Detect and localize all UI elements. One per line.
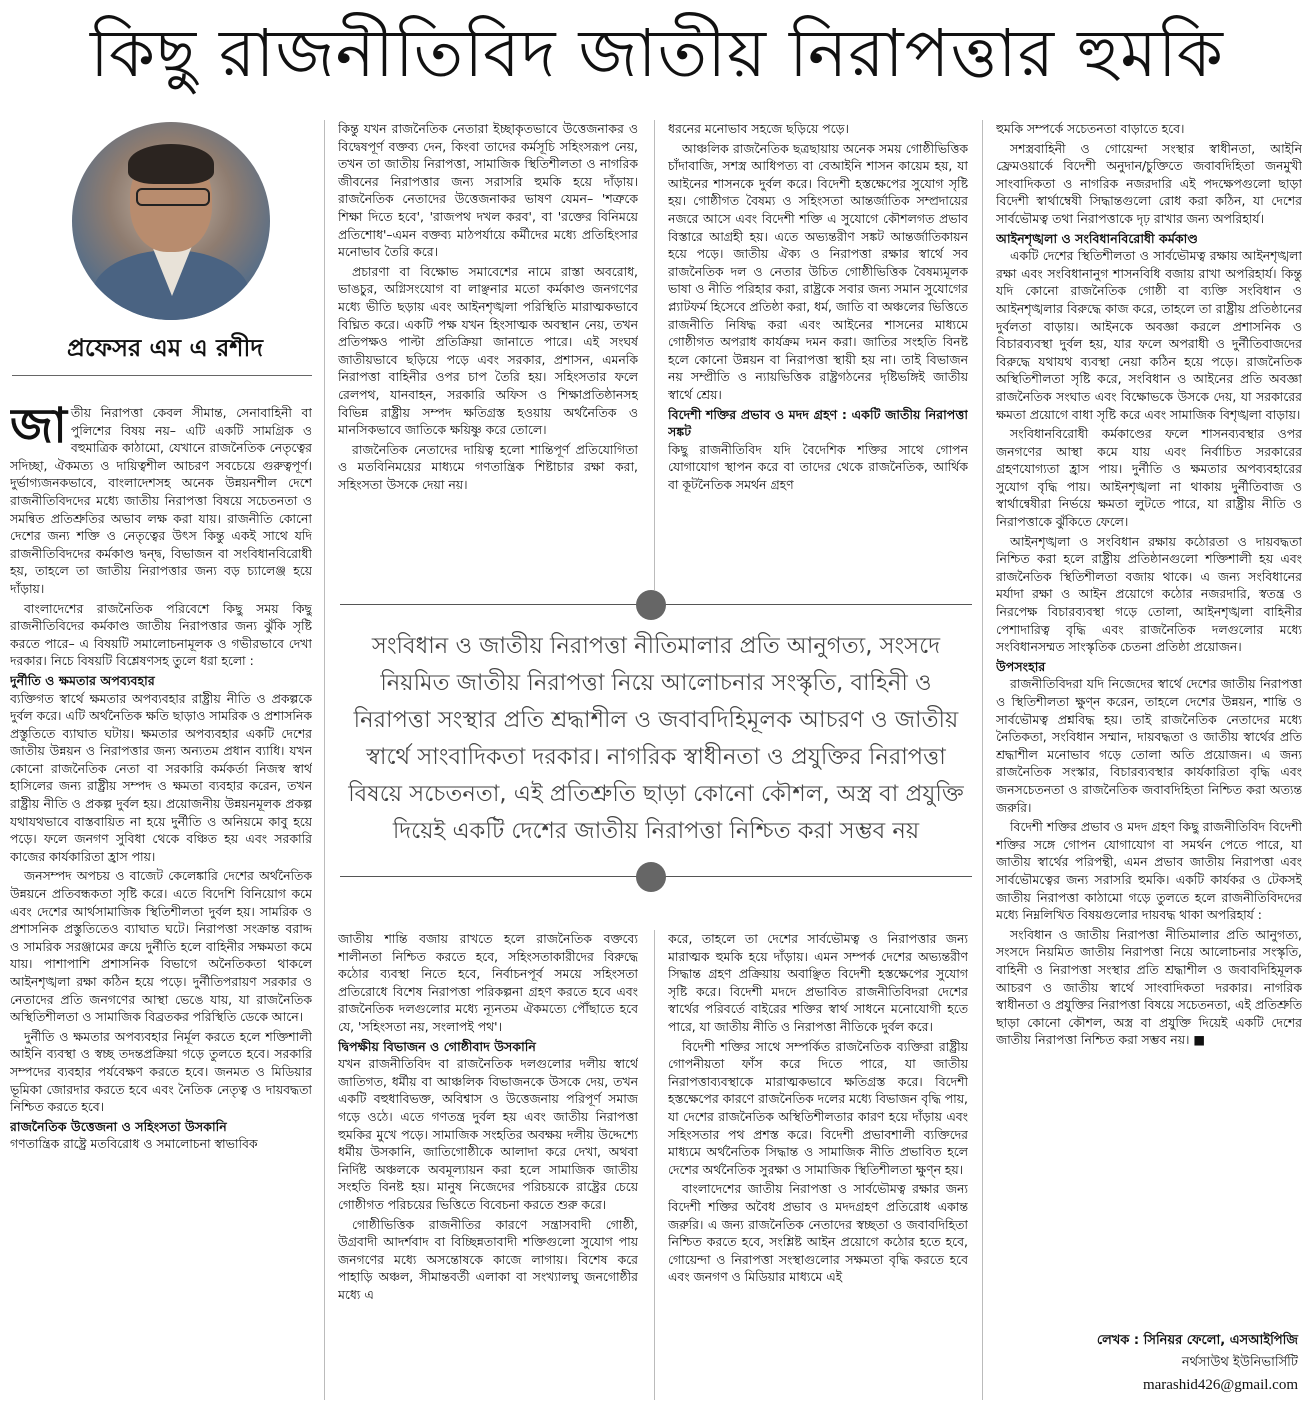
subheading: উপসংহার	[996, 658, 1046, 674]
paragraph: দুর্নীতি ও ক্ষমতার অপব্যবহার নির্মূল করতে হলে শক্তিশালী আইনি ব্যবস্থা ও স্বচ্ছ তদন্তপ্রক্রিয়া গড়ে তুলতে হবে। সরকারি সম্পদের ব্যবহার পর্যবেক্ষণ করতে হবে। জনমত ও মিডিয়ার ভূমিকা জোরদার করতে হবে এবং নৈতিক নেতৃত্ব ও দায়বদ্ধতা নিশ্চিত করতে হবে।	[10, 1028, 312, 1115]
subheading: দুর্নীতি ও ক্ষমতার অপব্যবহার	[10, 672, 155, 688]
column-3-top	[668, 120, 968, 582]
byline-label: লেখক : সিনিয়র ফেলো, এসআইপিজি	[1096, 1333, 1298, 1348]
pull-quote	[340, 590, 972, 890]
subheading: আইনশৃঙ্খলা ও সংবিধানবিরোধী কর্মকাণ্ড	[996, 230, 1198, 246]
column-rule	[654, 120, 655, 590]
author-email[interactable]: marashid426@gmail.com	[1142, 1377, 1298, 1393]
subheading: দ্বিপক্ষীয় বিভাজন ও গোষ্ঠীবাদ উসকানি	[338, 1038, 536, 1054]
subheading: রাজনৈতিক উত্তেজনা ও সহিংসতা উসকানি	[10, 1118, 227, 1134]
paragraph: গণতান্ত্রিক রাষ্ট্রে মতবিরোধ ও সমালোচনা স্বাভাবিক	[10, 1136, 258, 1152]
byline	[1000, 1330, 1298, 1396]
paragraph: করে, তাহলে তা দেশের সার্বভৌমত্ব ও নিরাপত্তার জন্য মারাত্মক হুমকি হয়ে দাঁড়ায়। এমন সম্পর্ক দেশের অভ্যন্তরীণ সিদ্ধান্ত গ্রহণ প্রক্রিয়ায় অবাঞ্ছিত বিদেশী হস্তক্ষেপের সুযোগ সৃষ্টি করে। বিদেশী মদদে প্রভাবিত রাজনীতিবিদরা দেশের স্বার্থের পরিবর্তে বাইরের শক্তির স্বার্থ সাধনে মনোযোগী হতে পারে, যা জাতীয় নীতি ও নিরাপত্তা নীতিকে দুর্বল করে।	[668, 931, 968, 1034]
paragraph: জাতীয় শান্তি বজায় রাখতে হলে রাজনৈতিক বক্তব্যে শালীনতা নিশ্চিত করতে হবে, সহিংসতাকারীদের বিরুদ্ধে কঠোর ব্যবস্থা নিতে হবে, নির্বাচনপূর্ব সময়ে সহিংসতা প্রতিরোধে বিশেষ নিরাপত্তা পরিকল্পনা গ্রহণ করতে হবে এবং রাজনৈতিক দলগুলোর মধ্যে ন্যূনতম ঐকমত্যে পৌঁছাতে হবে যে, 'সহিংসতা নয়, সংলাপই পথ'।	[338, 931, 638, 1034]
byline-org: নর্থসাউথ ইউনিভার্সিটি	[1181, 1355, 1298, 1370]
paragraph: কিছু রাজনীতিবিদ যদি বৈদেশিক শক্তির সাথে গোপন যোগাযোগ স্থাপন করে বা তাদের থেকে রাজনৈতিক, আর্থিক বা কূটনৈতিক সমর্থন গ্রহণ	[668, 441, 968, 492]
paragraph: সশস্ত্রবাহিনী ও গোয়েন্দা সংস্থার স্বাধীনতা, আইনি ফ্রেমওয়ার্কে বিদেশী অনুদান/চুক্তিতে জবাবদিহিতা জনমুখী সাংবাদিকতা ও নাগরিক নজরদারি এই পদক্ষেপগুলো ছাড়া বিদেশী স্বার্থাম্বেষী সিদ্ধান্তগুলো রোধ করা কঠিন, যা দেশের সার্বভৌমত্ব তথা নিরাপত্তাকে দৃঢ় রাখার জন্য অপরিহার্য।	[996, 140, 1302, 226]
paragraph: আইনশৃঙ্খলা ও সংবিধান রক্ষায় কঠোরতা ও দায়বদ্ধতা নিশ্চিত করা হলে রাষ্ট্রীয় প্রতিষ্ঠানগুলো শক্তিশালী হয় এবং রাজনৈতিক স্থিতিশীলতা বজায় থাকে। এ জন্য সংবিধানের মর্যাদা রক্ষা ও আইন প্রয়োগে কঠোর নজরদারি, স্বতন্ত্র ও নিরপেক্ষ বিচারব্যবস্থা গড়ে তোলা, আইনশৃঙ্খলা বাহিনীর পেশাদারিত্ব বৃদ্ধি এবং রাজনৈতিক দলগুলোর মধ্যে সংবিধানসম্মত সাংস্কৃতিক চেতনা প্রতিষ্ঠা প্রয়োজন।	[996, 533, 1302, 655]
paragraph: যখন রাজনীতিবিদ বা রাজনৈতিক দলগুলোর দলীয় স্বার্থে জাতিগত, ধর্মীয় বা আঞ্চলিক বিভাজনকে উসকে দেয়, তখন একটি বহুধাবিভক্ত, অবিশ্বাস ও উত্তেজনায় পরিপূর্ণ সমাজ গড়ে ওঠে। এতে গণতন্ত্র দুর্বল হয় এবং জাতীয় নিরাপত্তা হুমকির মুখে পড়ে। সামাজিক সংহতির অবক্ষয় দলীয় উদ্দেশ্যে ধর্মীয় উসকানি, জাতিগোষ্ঠীকে আলাদা করে দেখা, অথবা নির্দিষ্ট অঞ্চলকে অবমূল্যায়ন করা হলে সামাজিক জাতীয় সংহতি বিনষ্ট হয়। মানুষ নিজেদের পরিচয়কে রাষ্ট্রের চেয়ে গোষ্ঠীগত পরিচয়ের ভিত্তিতে বিবেচনা করতে শুরু করে।	[338, 1056, 638, 1212]
dropcap: জা	[10, 404, 67, 454]
quote-dot	[636, 862, 666, 892]
paragraph: সংবিধানবিরোধী কর্মকাণ্ডের ফলে শাসনব্যবস্থার ওপর জনগণের আস্থা কমে যায় এবং নির্বাচিত সরকারের গ্রহণযোগ্যতা হ্রাস পায়। দুর্নীতি ও ক্ষমতার অপব্যবহারের সুযোগ বৃদ্ধি পায়। আইনশৃঙ্খলা না থাকায় দুর্নীতিবাজ ও স্বার্থান্বেষীরা নির্ভয়ে ক্ষমতা লুটতে পারে, যা রাষ্ট্রীয় নীতি ও নিরাপত্তাকে ঝুঁকিতে ফেলে।	[996, 426, 1302, 530]
subheading: বিদেশী শক্তির প্রভাব ও মদদ গ্রহণ : একটি জাতীয় নিরাপত্তা সঙ্কট	[668, 406, 968, 440]
column-4	[996, 120, 1302, 1320]
column-2-top	[338, 120, 638, 582]
paragraph: গোষ্ঠীভিত্তিক রাজনীতির কারণে সন্ত্রাসবাদী গোষ্ঠী, উগ্রবাদী আদর্শবাদ বা বিচ্ছিন্নতাবাদী শক্তিগুলো সুযোগ পায় জনগণের মধ্যে অসন্তোষকে কাজে লাগায়। বিশেষ করে পাহাড়ি অঞ্চল, সীমান্তবর্তী এলাকা বা সংখ্যালঘু জনগোষ্ঠীর মধ্যে এ	[338, 1216, 638, 1302]
paragraph: হুমকি সম্পর্কে সচেতনতা বাড়াতে হবে।	[996, 121, 1185, 136]
column-3-bottom	[668, 930, 968, 1396]
paragraph: আঞ্চলিক রাজনৈতিক ছত্রছায়ায় অনেক সময় গোষ্ঠীভিত্তিক চাঁদাবাজি, সশস্ত্র আধিপত্য বা বেআইনি শাসন কায়েম হয়, যা আইনের শাসনকে দুর্বল করে। বিদেশী হস্তক্ষেপের সুযোগ সৃষ্টি হয়। গোষ্ঠীগত বৈষম্য ও সহিংসতা আন্তর্জাতিক সম্প্রদায়ের নজরে আসে এবং বিদেশী শক্তি এ সুযোগে কৌশলগত প্রভাব বিস্তারে আগ্রহী হয়। এতে অভ্যন্তরীণ সঙ্কট আন্তর্জাতিকায়ন হয়ে পড়ে। জাতীয় ঐক্য ও নিরাপত্তা রক্ষার স্বার্থে সব রাজনৈতিক দল ও নেতার উচিত গোষ্ঠীভিত্তিক বৈষম্যমূলক ভাষা ও নীতি পরিহার করা, রাষ্ট্রকে সবার জন্য সমান সুযোগের প্ল্যাটফর্ম হিসেবে প্রতিষ্ঠা করা, ধর্ম, জাতি বা অঞ্চলের ভিত্তিতে রাজনীতি নিষিদ্ধ করা এবং আইনের শাসনের মাধ্যমে গোষ্ঠীগত অপরাধ কার্যক্রম দমন করা। জাতির সংহতি বিনষ্ট হলে কোনো উন্নয়ন বা নিরাপত্তা স্থায়ী হয় না। তাই বিভাজন নয় সম্প্রীতি ও ন্যায়ভিত্তিক রাষ্ট্রগঠনের দৃষ্টিভঙ্গিই জাতীয় স্বার্থে শ্রেয়।	[668, 140, 968, 402]
column-rule	[982, 120, 983, 1400]
paragraph: ধরনের মনোভাব সহজে ছড়িয়ে পড়ে।	[668, 121, 849, 136]
quote-dot	[636, 590, 666, 620]
paragraph: কিন্তু যখন রাজনৈতিক নেতারা ইচ্ছাকৃতভাবে উত্তেজনাকর ও বিদ্বেষপূর্ণ বক্তব্য দেন, কিংবা তাদের কর্মসূচি সহিংসরূপ নেয়, তখন তা জাতীয় নিরাপত্তা, সামাজিক স্থিতিশীলতা ও নাগরিক জীবনের নিরাপত্তার জন্য সরাসরি হুমকি হয়ে দাঁড়ায়। রাজনৈতিক নেতাদের উত্তেজনাকর ভাষণ যেমন– 'শত্রুকে শিক্ষা দিতে হবে', 'রাজপথ দখল করব', বা 'রক্তের বিনিময়ে প্রতিশোধ'–এমন বক্তব্য মাঠপর্যায়ে কর্মীদের মধ্যে প্রতিহিংসার মনোভাব তৈরি করে।	[338, 121, 638, 260]
paragraph: একটি দেশের স্থিতিশীলতা ও সার্বভৌমত্ব রক্ষায় আইনশৃঙ্খলা রক্ষা এবং সংবিধানানুগ শাসনবিধি বজায় রাখা অপরিহার্য। কিন্তু যদি কোনো রাজনৈতিক গোষ্ঠী বা ব্যক্তি সংবিধান ও আইনশৃঙ্খলার বিরুদ্ধে কাজ করে, তাহলে তা রাষ্ট্রীয় প্রতিষ্ঠানের দুর্বলতা বাড়ায়। আইনকে অবজ্ঞা করলে প্রশাসনিক ও বিচারব্যবস্থা দুর্বল হয়, যার ফলে অপরাধী ও দুর্নীতিবাজদের বিরুদ্ধে যথাযথ ব্যবস্থা নেয়া কঠিন হয়ে পড়ে। রাজনৈতিক অস্থিতিশীলতা সৃষ্টি করে, সংবিধান ও আইনের প্রতি অবজ্ঞা রাজনৈতিক সংঘাত এবং বিক্ষোভকে উসকে দেয়, যা সরকারের ক্ষমতা প্রয়োগে বাধা সৃষ্টি করে এবং সামাজিক বিশৃঙ্খলা বাড়ায়।	[996, 248, 1302, 422]
paragraph: বাংলাদেশের জাতীয় নিরাপত্তা ও সার্বভৌমত্ব রক্ষার জন্য বিদেশী শক্তির অবৈধ প্রভাব ও মদদগ্রহণ প্রতিরোধ একান্ত জরুরি। এ জন্য রাজনৈতিক নেতাদের স্বচ্ছতা ও জবাবদিহিতা নিশ্চিত করতে হবে, সংশ্লিষ্ট আইন প্রয়োগে কঠোর হতে হবে, গোয়েন্দা ও নিরাপত্তা সংস্থাগুলোর সক্ষমতা বৃদ্ধি করতে হবে এবং জনগণ ও মিডিয়ার মাধ্যমে এই	[668, 1181, 968, 1285]
paragraph: জনসম্পদ অপচয় ও বাজেট কেলেঙ্কারি দেশের অর্থনৈতিক উন্নয়নে প্রতিবন্ধকতা সৃষ্টি করে। এতে বিদেশি বিনিয়োগ কমে এবং দেশের আর্থসামাজিক স্থিতিশীলতা দুর্বল হয়। সামরিক ও প্রশাসনিক প্রস্তুতিতেও ব্যাঘাত ঘটে। নিরাপত্তা সংক্রান্ত বরাদ্দ ও সামরিক সরঞ্জামের ক্রয়ে দুর্নীতি হলে বাহিনীর সক্ষমতা কমে যায়। পাশাপাশি প্রশাসনিক বিভাগে অনৈতিকতা থাকলে আইনশৃঙ্খলা রক্ষা কঠিন হয়ে পড়ে। দুর্নীতিপরায়ণ সরকার ও নেতাদের প্রতি জনগণের আস্থা ভেঙে যায়, যা রাজনৈতিক অস্থিতিশীলতা ও সামাজিক বিব্রতকর পরিস্থিতি ডেকে আনে।	[10, 868, 312, 1025]
pull-quote-text: সংবিধান ও জাতীয় নিরাপত্তা নীতিমালার প্রতি আনুগত্য, সংসদে নিয়মিত জাতীয় নিরাপত্তা নিয়ে আলোচনার সংস্কৃতি, বাহিনী ও নিরাপত্তা সংস্থার প্রতি শ্রদ্ধাশীল ও জবাবদিহিমূলক আচরণ ও জাতীয় স্বার্থে সাংবাদিকতা দরকার। নাগরিক স্বাধীনতা ও প্রযুক্তির নিরাপত্তা বিষয়ে সচেতনতা, এই প্রতিশ্রুতি ছাড়া কোনো কৌশল, অস্ত্র বা প্রযুক্তি দিয়েই একটি দেশের জাতীয় নিরাপত্তা নিশ্চিত করা সম্ভব নয়	[348, 633, 964, 844]
paragraph: প্রচারণা বা বিক্ষোভ সমাবেশের নামে রাস্তা অবরোধ, ভাঙচুর, অগ্নিসংযোগ বা লাঞ্ছনার মতো কর্মকাণ্ড জনগণের মধ্যে ভীতি ছড়ায় এবং আইনশৃঙ্খলা পরিস্থিতি মারাত্মকভাবে বিঘ্নিত করে। একটি পক্ষ যখন হিংসাত্মক অবস্থান নেয়, তখন প্রতিপক্ষও পাল্টা প্রতিক্রিয়া জানাতে পারে। এই সংঘর্ষ জাতীয়ভাবে ছড়িয়ে পড়ে এবং সরকার, প্রশাসন, এমনকি নিরাপত্তা বাহিনীর ওপর চাপ তৈরি হয়। সহিংসতার ফলে রেলপথ, যানবাহন, সরকারি অফিস ও শিক্ষাপ্রতিষ্ঠানসহ বিভিন্ন রাষ্ট্রীয় সম্পদ ক্ষতিগ্রস্ত হওয়ায় অর্থনৈতিক ও মানসিকভাবে জাতিকে ক্ষয়িষ্ণু করে তোলে।	[338, 263, 638, 438]
headline: কিছু রাজনীতিবিদ জাতীয় নিরাপত্তার হুমকি	[90, 15, 1224, 92]
author-name: প্রফেসর এম এ রশীদ	[67, 334, 263, 362]
column-1	[10, 404, 312, 1394]
column-rule	[654, 930, 655, 1400]
column-2-bottom	[338, 930, 638, 1396]
paragraph: বাংলাদেশের রাজনৈতিক পরিবেশে কিছু সময় কিছু রাজনীতিবিদের কর্মকাণ্ড জাতীয় নিরাপত্তার জন্য ঝুঁকি সৃষ্টি করতে পারে– এ বিষয়টি সমালোচনামূলক ও গভীরভাবে দেখা দরকার। নিচে বিষয়টি বিশ্লেষণসহ তুলে ধরা হলো :	[10, 600, 312, 669]
paragraph: বিদেশী শক্তির সাথে সম্পর্কিত রাজনৈতিক ব্যক্তিরা রাষ্ট্রীয় গোপনীয়তা ফাঁস করে দিতে পারে, যা জাতীয় নিরাপত্তাব্যবস্থাকে মারাত্মকভাবে ক্ষতিগ্রস্ত করে। বিদেশী হস্তক্ষেপের কারণে রাজনৈতিক দলের মধ্যে বিভাজন বৃদ্ধি পায়, যা দেশের রাজনৈতিক অস্থিতিশীলতার কারণ হয়ে দাঁড়ায় এবং সহিংসতার পথ প্রশস্ত করে। বিদেশী প্রভাবশালী ব্যক্তিদের মাধ্যমে অর্থনৈতিক সিদ্ধান্ত ও সামাজিক নীতি প্রভাবিত হলে দেশের অর্থনৈতিক সুরক্ষা ও সামাজিক স্থিতিশীলতা ক্ষুণ্ন হয়।	[668, 1038, 968, 1177]
paragraph: জাতীয় নিরাপত্তা কেবল সীমান্ত, সেনাবাহিনী বা পুলিশের বিষয় নয়– এটি একটি সামগ্রিক ও বহুমাত্রিক কাঠামো, যেখানে রাজনৈতিক নেতৃত্বের সদিচ্ছা, ঐকমত্য ও দায়িত্বশীল আচরণ সবচেয়ে গুরুত্বপূর্ণ। দুর্ভাগ্যজনকভাবে, বাংলাদেশসহ অনেক উন্নয়নশীল দেশে রাজনীতিবিদদের মধ্যে জাতীয় নিরাপত্তা বিষয়ে সচেতনতা ও সমন্বিত প্রতিশ্রুতির অভাব লক্ষ করা যায়। রাজনীতি কোনো দেশের জন্য শক্তি ও নেতৃত্বের উৎস কিন্তু একই সাথে যদি রাজনীতিবিদদের কর্মকাণ্ড দ্বন্দ্ব, বিভাজন বা সংবিধানবিরোধী হয়, তাহলে তা জাতীয় নিরাপত্তার জন্য বড় চ্যালেঞ্জ হয়ে দাঁড়ায়।	[10, 404, 312, 596]
author-photo	[72, 122, 270, 320]
paragraph: ব্যক্তিগত স্বার্থে ক্ষমতার অপব্যবহার রাষ্ট্রীয় নীতি ও প্রকল্পকে দুর্বল করে। এটি অর্থনৈতিক ক্ষতি ছাড়াও সামরিক ও প্রশাসনিক প্রস্তুতিতে ব্যাঘাত ঘটায়। ক্ষমতার অপব্যবহার একটি দেশের জাতীয় উন্নয়ন ও নিরাপত্তার জন্য অন্যতম প্রধান ব্যাধি। যখন কোনো রাজনৈতিক নেতা বা সরকারি কর্মকর্তা নিজস্ব স্বার্থ হাসিলের জন্য রাষ্ট্রীয় সম্পদ ও ক্ষমতা ব্যবহার করেন, তখন রাষ্ট্রীয় নীতি ও প্রকল্প দুর্বল হয়। প্রয়োজনীয় উন্নয়নমূলক প্রকল্প যথাযথভাবে বাস্তবায়িত না হয়ে দুর্নীতি ও অনিয়মে কাবু হয়ে পড়ে। ফলে জনগণ সুবিধা থেকে বঞ্চিত হয় এবং সরকারি কাজের কার্যকারিতা হ্রাস পায়।	[10, 690, 312, 864]
paragraph: সংবিধান ও জাতীয় নিরাপত্তা নীতিমালার প্রতি আনুগত্য, সংসদে নিয়মিত জাতীয় নিরাপত্তা নিয়ে আলোচনার সংস্কৃতি, বাহিনী ও নিরাপত্তা সংস্থার প্রতি শ্রদ্ধাশীল ও জবাবদিহিমূলক আচরণ ও জাতীয় স্বার্থে সাংবাদিকতা দরকার। নাগরিক স্বাধীনতা ও প্রযুক্তির নিরাপত্তা বিষয়ে সচেতনতা, এই প্রতিশ্রুতি ছাড়া কোনো কৌশল, অস্ত্র বা প্রযুক্তি দিয়েই একটি দেশের জাতীয় নিরাপত্তা নিশ্চিত করা সম্ভব নয়। ■	[996, 926, 1302, 1048]
column-rule	[324, 120, 325, 1400]
paragraph: রাজনীতিবিদরা যদি নিজেদের স্বার্থে দেশের জাতীয় নিরাপত্তা ও স্থিতিশীলতা ক্ষুণ্ন করেন, তাহলে দেশের উন্নয়ন, শান্তি ও সার্বভৌমত্ব প্রশ্নবিদ্ধ হয়। তাই রাজনৈতিক নেতাদের মধ্যে নৈতিকতা, সংবিধান সম্মান, দায়বদ্ধতা ও জাতীয় স্বার্থের প্রতি শ্রদ্ধাশীল মনোভাব গড়ে তোলা অতি প্রয়োজন। এ জন্য রাজনৈতিক সংস্কার, বিচারব্যবস্থার কার্যকারিতা বৃদ্ধি এবং জনসচেতনতা ও রাজনৈতিক জবাবদিহিতা নিশ্চিত করা অত্যন্ত জরুরি।	[996, 676, 1302, 815]
author-divider	[12, 375, 312, 376]
paragraph: রাজনৈতিক নেতাদের দায়িত্ব হলো শান্তিপূর্ণ প্রতিযোগিতা ও মতবিনিময়ের মাধ্যমে গণতান্ত্রিক শিষ্টাচার রক্ষা করা, সহিংসতা উসকে দেয়া নয়।	[338, 441, 638, 492]
paragraph: বিদেশী শক্তির প্রভাব ও মদদ গ্রহণ কিছু রাজনীতিবিদ বিদেশী শক্তির সঙ্গে গোপন যোগাযোগ বা সমর্থন পেতে পারে, যা জাতীয় স্বার্থের পরিপন্থী, এমন প্রভাব জাতীয় নিরাপত্তা এবং সার্বভৌমত্বের জন্য সরাসরি হুমকি। একটি কার্যকর ও টেকসই জাতীয় নিরাপত্তা কাঠামো গড়ে তুলতে হলে রাজনীতিবিদদের মধ্যে নিম্নলিখিত বিষয়গুলোর দায়বদ্ধ থাকা অপরিহার্য :	[996, 819, 1302, 923]
